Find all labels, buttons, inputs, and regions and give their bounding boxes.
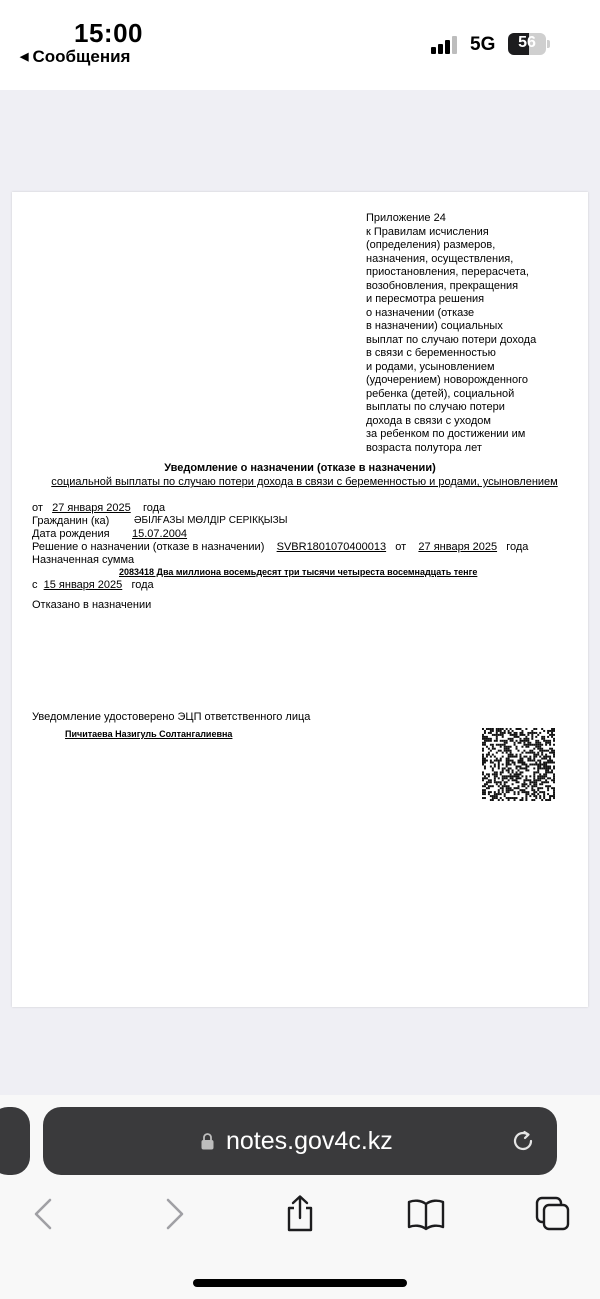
since-year: года [131,579,154,591]
document-subtitle: социальной выплаты по случаю потери дохода в связи с беременностью и родами, усыновлением [51,476,558,488]
year-word: года [142,502,166,514]
appendix-line: приостановления, перерасчета, [366,266,529,278]
decision-number: SVBR1801070400013 [276,541,387,553]
appendix-line: выплаты по случаю потери [366,401,505,413]
refused-line: Отказано в назначении [32,599,152,611]
back-app-label: Сообщения [32,47,131,66]
battery-nub [547,40,550,48]
since-row [32,579,154,593]
appendix-line: выплат по случаю потери дохода [366,333,537,346]
appendix-block [366,212,576,455]
tabs-icon[interactable] [533,1194,573,1234]
certified-line: Уведомление удостоверено ЭЦП ответственного лица [32,711,311,723]
appendix-line: ребенка (детей), социальной [366,387,515,400]
appendix-line: к Правилам исчисления [366,225,489,238]
network-type: 5G [470,34,496,55]
battery-icon [508,33,546,55]
home-indicator [193,1279,407,1287]
citizen-row [32,515,288,529]
birth-label: Дата рождения [32,528,110,540]
since-date: 15 января 2025 [43,579,123,591]
citizen-label: Гражданин (ка) [32,515,110,527]
birth-date: 15.07.2004 [132,528,188,540]
cellular-signal-icon [431,36,461,54]
reload-icon[interactable] [510,1128,536,1154]
lock-icon [201,1132,214,1150]
battery-percent: 56 [518,34,536,51]
document-title: Уведомление о назначении (отказе в назначении) [164,462,436,474]
previous-tab-card[interactable] [0,1107,30,1175]
back-triangle-icon: ◀ [20,51,29,63]
appendix-line: (определения) размеров, [366,239,496,251]
citizen-name: ӘБІЛҒАЗЫ МӨЛДІР СЕРІКҚЫЗЫ [134,515,288,526]
status-time: 15:00 [74,18,143,48]
decision-date: 27 января 2025 [418,541,498,553]
appendix-line: возраста полутора лет [366,441,482,454]
notice-date: 27 января 2025 [52,502,131,514]
appendix-line: в назначении) социальных [366,320,503,332]
appendix-line: и пересмотра решения [366,293,485,305]
decision-from: от [395,541,407,553]
decision-label: Решение о назначении (отказе в назначении) [32,541,265,553]
url-text[interactable]: notes.gov4c.kz [226,1127,393,1155]
bookmarks-book-icon[interactable] [406,1194,446,1234]
forward-chevron-icon[interactable] [154,1194,194,1234]
sum-label-row: Назначенная сумма [32,554,135,566]
appendix-line: и родами, усыновлением [366,360,495,373]
from-label: от [32,502,43,514]
share-icon[interactable] [280,1194,320,1234]
appendix-line: за ребенком по достижении им [366,428,526,440]
appendix-line: возобновления, прекращения [366,279,519,292]
decision-year: года [506,541,529,553]
assigned-sum: 2083418 Два миллиона восемьдесят три тысячи четыреста восемнадцать тенге [119,567,478,577]
appendix-line: дохода в связи с уходом [366,414,491,427]
back-chevron-icon[interactable] [24,1194,64,1234]
since-label: с [32,579,38,591]
document-page [12,192,588,1007]
birth-row [32,528,188,542]
status-bar [0,0,600,90]
back-to-app-link[interactable] [20,47,130,67]
appendix-line: в связи с беременностью [366,347,496,359]
appendix-line: (удочерением) новорожденного [366,374,528,386]
officer-name: Пичитаева Назигуль Солтангалиевна [65,729,233,739]
appendix-line: о назначении (отказе [366,306,475,319]
appendix-line: Приложение 24 [366,212,446,224]
qr-code-icon [482,728,555,801]
decision-row [32,541,528,555]
appendix-line: назначения, осуществления, [366,252,514,265]
